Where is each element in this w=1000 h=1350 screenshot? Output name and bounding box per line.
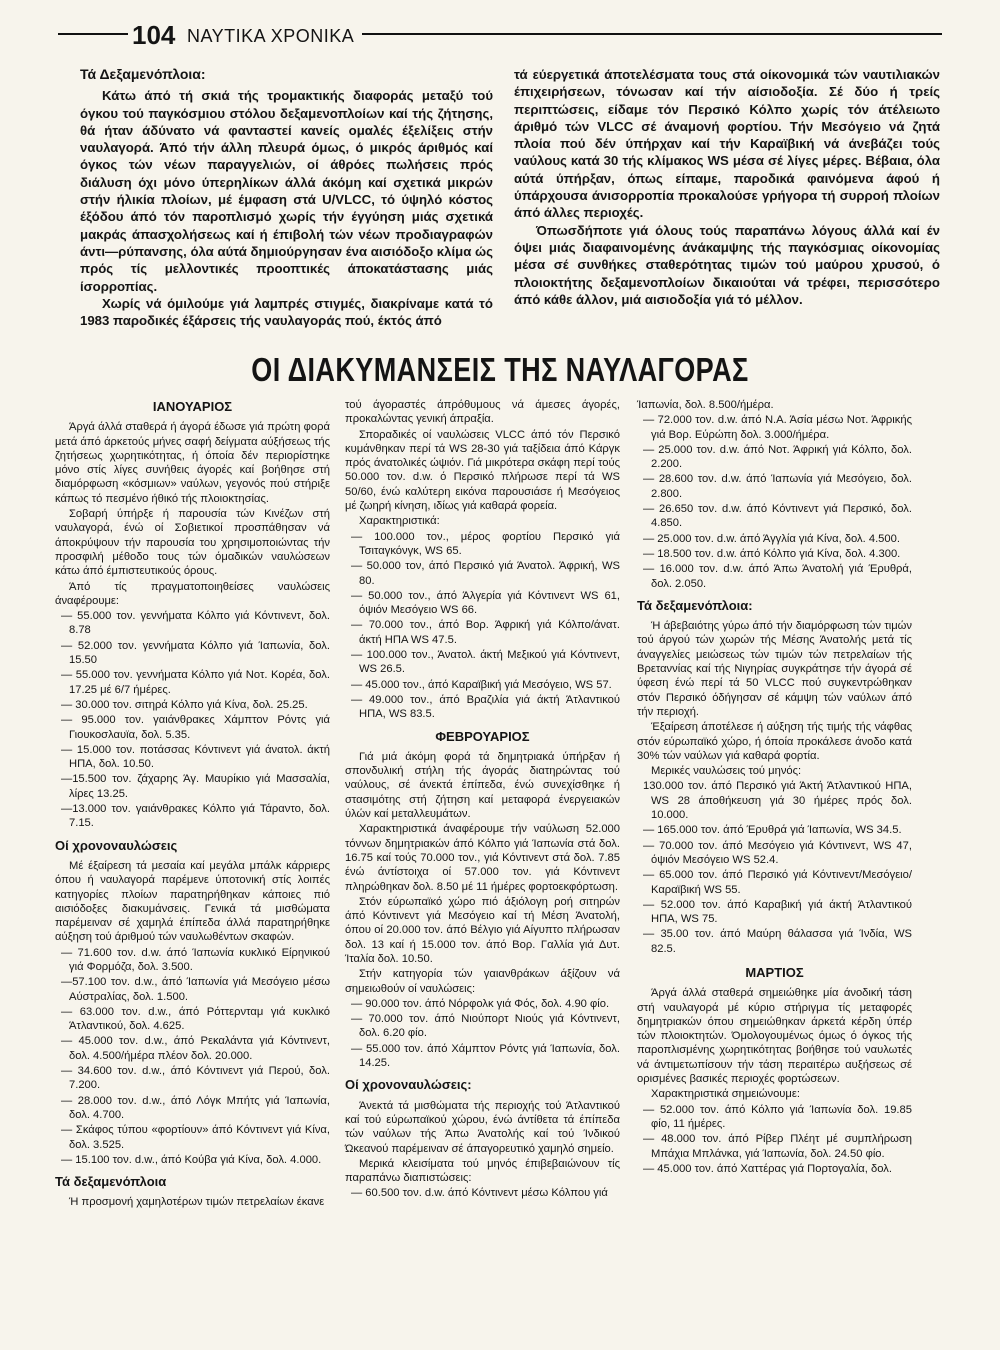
charter-item: — 55.000 τον. γεννήματα Κόλπο γιά Νοτ. Κορέα, δολ. 17.25 μέ 6/7 ήμέρες.	[61, 669, 330, 696]
charter-item: — 25.000 τον. d.w. άπό Άγγλία γιά Κίνα, δολ. 4.500.	[643, 532, 900, 545]
paragraph: Γιά μιά άκόμη φορά τά δημητριακά ύπήρξαν ή σπονδυλική στήλη τής άγοράς διατηρώντας τού ναύλους, σέ άνεκτά έπίπεδα, ένώ συνεχίσθηκε ή στασιμότης στή ζήτηση καί μεταφορά ένεργειακών ύλών καί μεταλλευμάτων.	[345, 750, 620, 821]
charter-item: — 50.000 τον, άπό Περσικό γιά Άνατολ. Άφρική, WS 80.	[351, 560, 620, 587]
charter-item: — 55.000 τον. γεννήματα Κόλπο γιά Κόντινεντ, δολ. 8.78	[61, 610, 330, 637]
charter-item: — 15.000 τον. ποτάσσας Κόντινεντ γιά άνατολ. άκτή ΗΠΑ, δολ. 10.50.	[61, 743, 330, 771]
charter-item: — 18.500 τον. d.w. άπό Κόλπο γιά Κίνα, δολ. 4.300.	[643, 547, 901, 560]
charter-item: — 50.000 τον., άπό Άλγερία γιά Κόντινεντ WS 61, όψιόν Μεσόγειο WS 66.	[351, 589, 620, 617]
paragraph: Άπό τίς πραγματοποιηθείσες ναυλώσεις άναφέρουμε:	[55, 580, 330, 607]
subheading-time-charters: Οί χρονοναυλώσεις:	[345, 1077, 472, 1093]
paragraph: τού άγοραστές άπρόθυμους νά άμεσες άγορές, προκαλώντας γενική άπραξία.	[345, 399, 620, 426]
subheading-time-charters: Οί χρονοναυλώσεις	[55, 837, 178, 853]
charter-item: — 26.650 τον. d.w. άπό Κόντινεντ γιά Περσικό, δολ. 4.850.	[643, 503, 912, 530]
charter-item: — 60.500 τον. d.w. άπό Κόντινεντ μέσω Κόλπου γιά	[351, 1187, 608, 1200]
paragraph: Μερικές ναυλώσεις τού μηνός:	[651, 765, 802, 778]
charter-item: — 25.000 τον. d.w. άπό Νοτ. Άφρική γιά Κόλπο, δολ. 2.200.	[643, 443, 912, 471]
page-header	[0, 0, 1000, 60]
charter-item: — 28.600 τον. d.w. άπό Ίαπωνία γιά Μεσόγειο, δολ. 2.800.	[643, 473, 912, 500]
paragraph: Σοβαρή ύπήρξε ή παρουσία τών Κινέζων στή ναυλαγορά, ένώ οί Σοβιετικοί προσπάθησαν νά άποκρύψουν τήν παρουσία του χρησιμοποιώντας τήν προσφιλή μέθοδο τους τών όμαδικών ναυλώσεων κάτω άπό έμπιστευτικούς όρους.	[55, 508, 330, 578]
charter-item: — 70.000 τον. άπό Νιούπορτ Νιούς γιά Κόντινεντ, δολ. 6.20 φίο.	[351, 1013, 620, 1040]
charter-item: — 52.000 τον. άπό Καραβική γιά άκτή Άτλαντικού ΗΠΑ, WS 75.	[643, 898, 912, 926]
charter-item: — 72.000 τον. d.w. άπό Ν.Α. Άσία μέσω Νοτ. Άφρικής γιά Βορ. Εύρώπη δολ. 3.000/ήμέρα.	[643, 414, 912, 441]
header-rule-left	[58, 33, 128, 35]
column-february	[345, 398, 620, 1202]
paragraph: Ή προσμονή χαμηλοτέρων τιμών πετρελαίων έκανε	[69, 1196, 325, 1209]
month-heading-march: ΜΑΡΤΙΟΣ	[745, 964, 804, 980]
paragraph: Ίαπωνία, δολ. 8.500/ήμέρα.	[637, 399, 774, 411]
page-number: 104	[132, 20, 176, 50]
month-heading-january: ΙΑΝΟΥΑΡΙΟΣ	[152, 399, 233, 414]
intro-paragraph: Κάτω άπό τή σκιά τής τρομακτικής διαφοράς μεταξύ τού όγκου τού παγκόσμιου στόλου δεξαμενοπλοίων καί τής ζήτησης, θά ήταν άδύνατο νά φανταστεί κανείς ομαλές έξελίξεις στήν ναυλαγορά. Άπό τήν άλλη πλευρά όμως, ό μικρός άριθμός καί όγκος τών νέων παραγγελιών, οί άθρόες πωλήσεις πρός διάλυση όχι μόνο ύπερηλίκων άλλά άκόμη καί σχετικά μικρών στήν ήλικία πλοίων, μέ έμφαση στά U/VLCC, τό ύψηλό κόστος έξόδου άπό τόν παροπλισμό χωρίς τήν έγγύηση μιάς σχετικά μακράς άπασχολήσεως καί ή έπιβολή τών νέων προδιαγραφών άντι—ρύπανσης, όλα αύτά δημιούργησαν ένα αισιόδοξο κλίμα ώς πρός τίς μελλοντικές προοπτικές άποκατάστασης μιάς ίσορροπίας.	[80, 88, 493, 294]
paragraph: Στόν εύρωπαϊκό χώρο πιό άξιόλογη ροή σιτηρών άπό Κόντινεντ γιά Μεσόγειο καί τή Μέση Άνατολή, όπου οί 20.000 τον. άπό Βέλγιο γιά Αίγυπτο πλήρωσαν δολ. 13 καί ή 15.000 τον. άπό Βορ. Γαλλία γιά Δυτ. Ίταλία δολ. 10.50.	[345, 895, 620, 965]
month-heading-february: ΦΕΒΡΟΥΑΡΙΟΣ	[435, 728, 530, 744]
paragraph: Ή άβεβαιότης γύρω άπό τήν διαμόρφωση τών τιμών τού άργού τών χωρών τής Μέσης Άνατολής μετά τίς άναγγελίες μειώσεως τών τιμών τών πετρελαίων τής Βρεταννίας καί τής Νιγηρίας συγκράτησε τήν άγορά σέ ύφεση ένώ περί τά 50 VLCC πού συγκεντρώθηκαν στόν Περσικό όδήγησαν σέ κάμψη τών ναύλων άπό τήν περιοχή.	[637, 620, 912, 718]
charter-item: — 30.000 τον. σιτηρά Κόλπο γιά Κίνα, δολ. 25.25.	[61, 698, 308, 711]
intro-column-left	[80, 66, 493, 329]
charter-item: — 52.000 τον. γεννήματα Κόλπο γιά Ίαπωνία, δολ. 15.50	[61, 639, 330, 667]
column-march	[637, 398, 912, 1177]
charter-item: — 45.000 τον. άπό Χαττέρας γιά Πορτογαλία, δολ.	[643, 1162, 892, 1175]
paragraph: Άργά άλλά σταθερά ή άγορά έδωσε γιά πρώτη φορά μετά άπό άρκετούς μήνες σαφή δείγματα αύξήσεως τής ζητήσεως χωρητικότητας, ή όποία δέν περιορίστηκε μόνο στίς λίγες συνήθεις άγορές καί βοήθησε στή διαμόρφωση «κόσμιων» ναύλων, γεγονός πού στήριξε κάπως τό πεσμένο ήθικό τής πλοιοκτησίας.	[55, 421, 330, 505]
charter-item: — Σκάφος τύπου «φορτίουν» άπό Κόντινεντ γιά Κίνα, δολ. 3.525.	[61, 1124, 330, 1151]
charter-item: — 65.000 τον. άπό Περσικό γιά Κόντινεντ/Μεσόγειο/Καραϊβική WS 55.	[643, 869, 912, 896]
charter-item: — 55.000 τον. άπό Χάμπτον Ρόντς γιά Ίαπωνία, δολ. 14.25.	[351, 1042, 620, 1070]
subheading-tankers: Τά δεξαμενόπλοια	[55, 1174, 167, 1190]
paragraph: Χαρακτηριστικά άναφέρουμε τήν ναύλωση 52.000 τόννων δημητριακών άπό Κόλπο γιά Ίαπωνία στά δολ. 16.75 καί τούς 70.000 τον., γιά Κόντινεντ στά δολ. 7.85 ένώ άντίστοιχα οί 57.000 τον. γιά Κόντινεντ πληρώθηκαν δολ. 8.50 μέ 11 ήμέρες φορτοεκφόρτωση.	[345, 823, 620, 893]
subheading-tankers: Τά δεξαμενόπλοια:	[637, 597, 753, 613]
charter-item: — 45.000 τον. d.w., άπό Ρεκαλάντα γιά Κόντινεντ, δολ. 4.500/ήμέρα πλέον δολ. 20.000.	[61, 1035, 330, 1062]
charter-item: — 70.000 τον. άπό Μεσόγειο γιά Κόντινεντ, WS 47, όψιόν Μεσόγειο WS 52.4.	[643, 839, 912, 866]
charter-item: — 28.000 τον. d.w., άπό Λόγκ Μπήτς γιά Ίαπωνία, δολ. 4.700.	[61, 1094, 330, 1121]
charter-item: —13.000 τον. γαιάνθρακες Κόλπο γιά Τάραντο, δολ. 7.15.	[61, 803, 330, 830]
charter-item: — 34.600 τον. d.w., άπό Κόντινεντ γιά Περού, δολ. 7.200.	[61, 1065, 330, 1092]
magazine-name: ΝΑΥΤΙΚΑ ΧΡΟΝΙΚΑ	[187, 26, 355, 46]
charter-item: — 15.100 τον. d.w., άπό Κούβα γιά Κίνα, δολ. 4.000.	[61, 1153, 322, 1166]
charter-item: — 165.000 τον. άπό Έρυθρά γιά Ίαπωνία, WS 34.5.	[643, 824, 902, 837]
charter-item: — 52.000 τον. άπό Κόλπο γιά Ίαπωνία δολ. 19.85 φίο, 11 ήμέρες.	[643, 1103, 912, 1130]
charter-item: — 49.000 τον., άπό Βραζιλία γιά άκτή Άτλαντικού ΗΠΑ, WS 83.5.	[351, 693, 620, 721]
paragraph: Μέ έξαίρεση τά μεσαία καί μεγάλα μπάλκ κάρριερς όπου ή ναυλαγορά παρέμενε ύποτονική στίς λοιπές κατηγορίες πλοίων παρατηρήθηκαν κάποιες πιό αισιόδοξες διακυμάνσεις. Γενικά τά μισθώματα παρέμειναν σέ χαμηλά έπίπεδα άλλά παρατηρήθηκε αύξηση τού άριθμού τών ναυλωθέντων σκαφών.	[55, 859, 330, 944]
paragraph: Μερικά κλεισίματα τού μηνός έπιβεβαιώνουν τίς παραπάνω διαπιστώσεις:	[345, 1157, 620, 1185]
column-january	[55, 398, 330, 1211]
paragraph: Στήν κατηγορία τών γαιανθράκων άξίζουν νά σημειωθούν οί ναυλώσεις:	[345, 968, 620, 995]
label: Χαρακτηριστικά:	[359, 515, 440, 528]
charter-item: — 71.600 τον. d.w. άπό Ίαπωνία κυκλικό Είρηνικού γιά Φορμόζα, δολ. 3.500.	[61, 946, 330, 973]
charter-item: — 63.000 τον. d.w., άπό Ρόττερνταμ γιά κυκλικό Άτλαντικού, δολ. 4.625.	[61, 1005, 330, 1033]
intro-paragraph: τά εύεργετικά άποτελέσματα τους στά οίκονομικά τών ναυτιλιακών έπιχειρήσεων, τόνωσαν καί τήν αίσιοδοξία. Σέ δύο ή τρείς περιπτώσεις, είδαμε τόν Περσικό Κόλπο χωρίς τόν άτέλειωτο άριθμό τών VLCC σέ άναμονή φορτίου. Τήν Μεσόγειο νά ζητά πλοία πού δέν ύπήρχαν καί τήν Καραϊβική νά άνεβάζει τούς ναύλους κατά 30 τής κλίμακος WS μέσα σέ λίγες μέρες. Βέβαια, όλα αύτά ύπήρξαν, όπως είπαμε, παροδικά φαινόμενα άφού ή ύπάρχουσα άνισορροπία προκαλούσε γρήγορα τή συρροή πλοίων άπό άλλες περιοχές.	[514, 67, 940, 221]
paragraph: Έξαίρεση άποτέλεσε ή αύξηση τής τιμής τής νάφθας στόν εύρωπαϊκό χώρο, ή όποία προκάλεσε άνοδο κατά 30% τών ναύλων γιά καθαρά φορτία.	[637, 721, 912, 762]
charter-item: — 70.000 τον., άπό Βορ. Άφρική γιά Κόλπο/άνατ. άκτή ΗΠΑ WS 47.5.	[351, 619, 620, 646]
charter-item: — 16.000 τον. d.w. άπό Άπω Άνατολή γιά Έρυθρά, δολ. 2.050.	[643, 563, 912, 590]
intro-heading: Τά Δεξαμενόπλοια:	[80, 66, 206, 82]
intro-column-right	[514, 66, 940, 308]
charter-item: — 90.000 τον. άπό Νόρφολκ γιά Φός, δολ. 4.90 φίο.	[351, 997, 610, 1010]
intro-paragraph: Χωρίς νά όμιλούμε γιά λαμπρές στιγμές, διακρίναμε κατά τό 1983 παροδικές έξάρσεις τής ναυλαγοράς πού, έκτός άπό	[80, 295, 493, 329]
header-rule-right	[362, 33, 942, 35]
charter-item: 130.000 τον. άπό Περσικό γιά Άκτή Άτλαντικού ΗΠΑ, WS 28 άποθήκευση γιά 30 ήμέρες πρός δολ. 10.000.	[643, 780, 912, 822]
charter-item: — 100.000 τον., Άνατολ. άκτή Μεξικού γιά Κόντινεντ, WS 26.5.	[351, 649, 620, 676]
charter-item: — 95.000 τον. γαιάνθρακες Χάμπτον Ρόντς γιά Γιουκοσλαυϊα, δολ. 5.35.	[61, 714, 330, 741]
article-title: ΟΙ ΔΙΑΚΥΜΑΝΣΕΙΣ ΤΗΣ ΝΑΥΛΑΓΟΡΑΣ	[251, 351, 749, 388]
paragraph: Άργά άλλά σταθερά σημειώθηκε μία άνοδική τάση στή ναυλαγορά μέ κύριο στήριγμα τίς μεταφορές δημητριακών όπου σημειώθηκαν άρκετά κέρδη ύπέρ τών πλοιοκτητών. Όμολογουμένως όμως ό όγκος τής παροπλισμένης χωρητικότητας βοήθησε τού ναυλωτές νά άντιμετωπίσουν τήν τάση περαιτέρω αυξήσεως σέ ορισμένες βασικές περιοχές φορτώσεων.	[637, 987, 912, 1086]
paragraph: Άνεκτά τά μισθώματα τής περιοχής τού Άτλαντικού καί τού εύρωπαϊκού χώρου, ένώ άντίθετα τά έπίπεδα τών ναύλων τής Άπω Άνατολής καί τού Ίνδικού Ώκεανού παρέμειναν σέ άπαγορευτικό χαμηλό σημείο.	[345, 1099, 620, 1155]
charter-item: — 35.00 τον. άπό Μαύρη θάλασσα γιά Ίνδία, WS 82.5.	[643, 928, 912, 955]
charter-item: —15.500 τον. ζάχαρης Άγ. Μαυρίκιο γιά Μασσαλία, λίρες 13.25.	[61, 773, 330, 800]
paragraph: Χαρακτηριστικά σημειώνουμε:	[651, 1088, 800, 1101]
paragraph: Σποραδικές οί ναυλώσεις VLCC άπό τόν Περσικό κυμάνθηκαν περί τά WS 28-30 γιά ταξίδεια άπό Κάργκ πρός άνατολικές ώψιόν. Γιά μικρότερα σκάφη περί τούς 50.000 τον. d.w. ό Περσικό πλήρωσε περί τά WS 50/60, ένώ καλύτερη εικόνα παρουσιάσε ή Μεσόγειος μέ ζωηρή κίνηση, ιδίως γιά καθαρά φορεία.	[345, 428, 620, 513]
charter-item: —57.100 τον. d.w., άπό Ίαπωνία γιά Μεσόγειο μέσω Αύστραλίας, δολ. 1.500.	[61, 976, 330, 1003]
intro-paragraph: Όπωσδήποτε γιά όλους τούς παραπάνω λόγους άλλά καί έν όψει μιάς διαφαινομένης άνάκαμψης τής παγκόσμιας οίκονομίας μέσα σέ συνθήκες σταθερότητας τιμών τού μαύρου χρυσού, ό πλοιοκτήτης δεξαμενοπλοίων δικαιούται νά τρέφει, περισσότερο άπό κάθε άλλον, μιά αισιοδοξία γιά τό μέλλον.	[514, 222, 940, 307]
charter-item: — 48.000 τον. άπό Ρίβερ Πλέητ μέ συμπλήρωση Μπάχια Μπλάνκα, γιά Ίαπωνία, δολ. 24.50 φίο.	[643, 1133, 912, 1160]
charter-item: — 45.000 τον., άπό Καραϊβική γιά Μεσόγειο, WS 57.	[351, 678, 612, 691]
charter-item: — 100.000 τον., μέρος φορτίου Περσικό γιά Τσιταγκόνγκ, WS 65.	[351, 530, 620, 557]
